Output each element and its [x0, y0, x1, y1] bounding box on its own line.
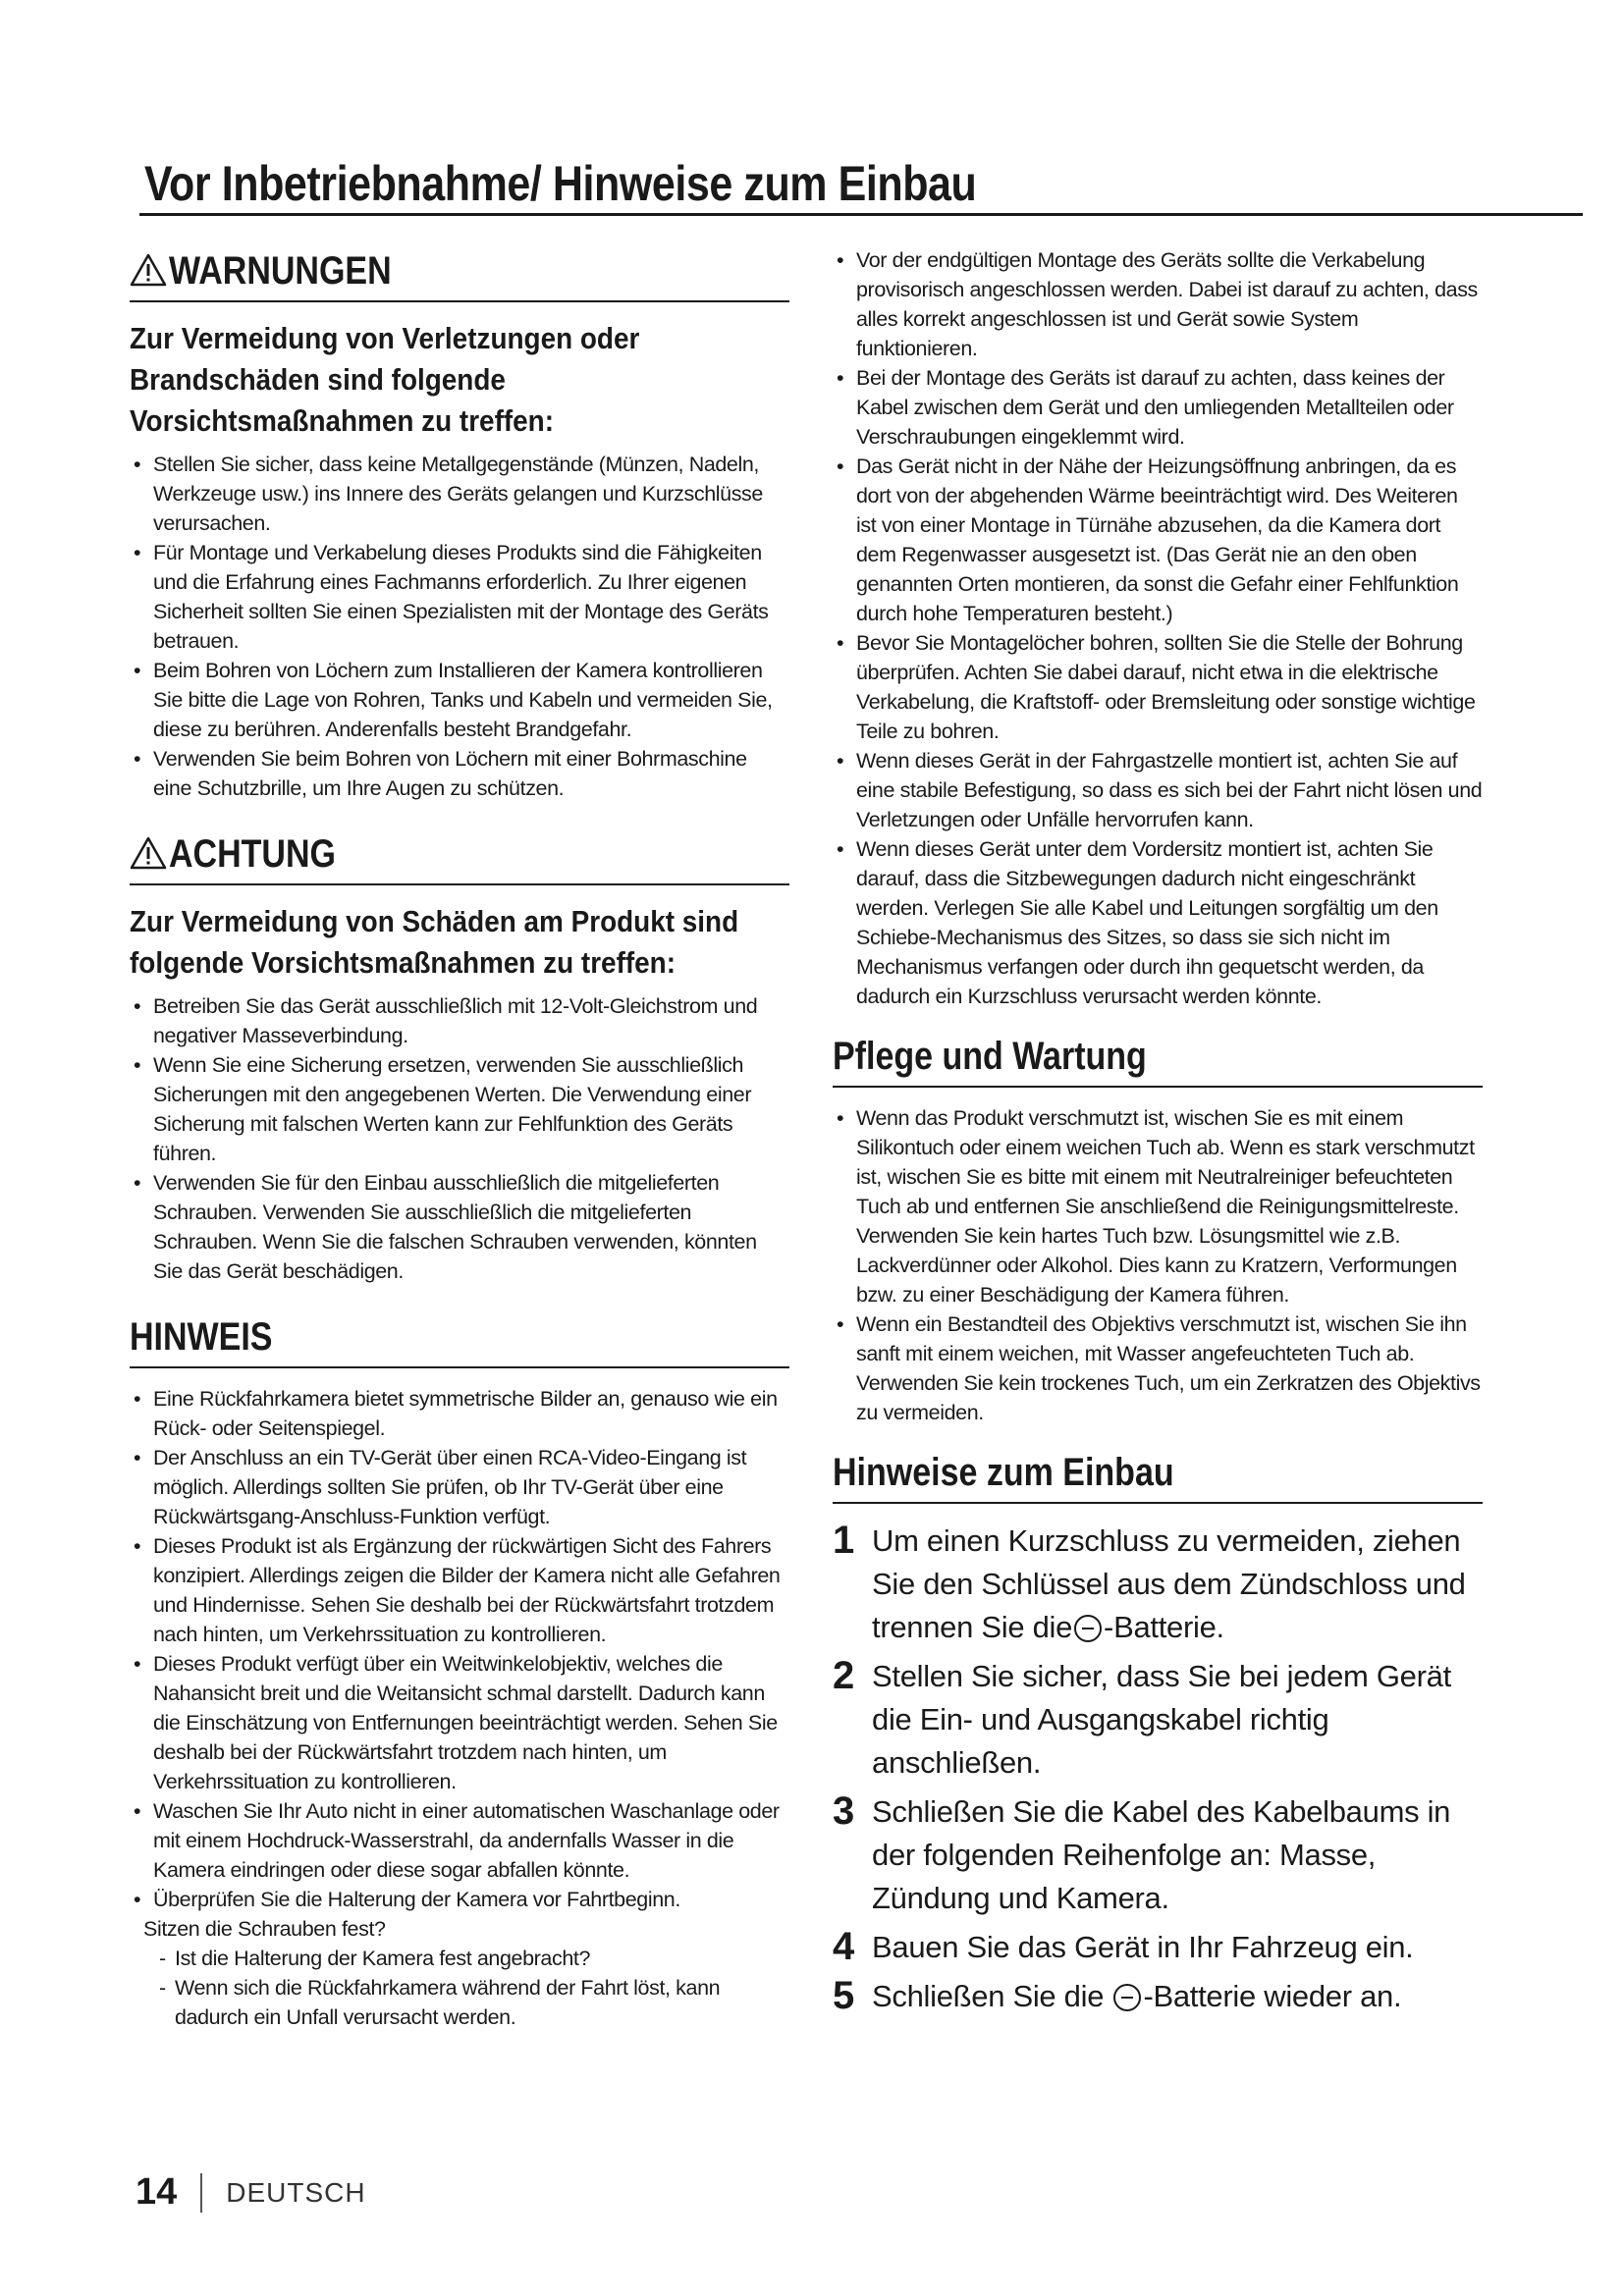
list-item: • Dieses Produkt ist als Ergänzung der rückwärtigen Sicht des Fahrers konzipiert. Allerdings zeigen die Bilder der Kamera nicht alle Gefahren und Hindernisse. Sehen Sie deshalb bei der Rückwärtsfahrt trotzdem nach hinten, um Verkehrssituation zu kontrollieren. [130, 1531, 789, 1649]
list-item: • Stellen Sie sicher, dass keine Metallgegenstände (Münzen, Nadeln, Werkzeuge usw.) ins Innere des Geräts gelangen und Kurzschlüsse verursachen. [130, 450, 789, 538]
list-item: • Für Montage und Verkabelung dieses Produkts sind die Fähigkeiten und die Erfahrung eines Fachmanns erforderlich. Zu Ihrer eigenen Sicherheit sollten Sie einen Spezialisten mit der Montage des Geräts betrauen. [130, 538, 789, 656]
list-item: • Das Gerät nicht in der Nähe der Heizungsöffnung anbringen, da es dort von der abgehenden Wärme beeinträchtigt wird. Des Weiteren ist von einer Montage in Türnähe abzusehen, da die Kamera dort dem Regenwasser ausgesetzt ist. (Das Gerät nie an den oben genannten Orten montieren, da sonst die Gefahr einer Fehlfunktion durch hohe Temperaturen besteht.) [833, 452, 1483, 628]
sub-list-item: - Ist die Halterung der Kamera fest angebracht? [157, 1944, 789, 1973]
list-item: • Wenn dieses Gerät unter dem Vordersitz montiert ist, achten Sie darauf, dass die Sitzbewegungen dadurch nicht eingeschränkt werden. Verlegen Sie alle Kabel und Leitungen sorgfältig um den Schiebe-Mechanismus des Sitzes, so dass sie sich nicht im Mechanismus verfangen oder durch ihn gequetscht werden, da dadurch ein Kurzschluss verursacht werden könnte. [833, 834, 1483, 1011]
achtung-heading [130, 830, 789, 885]
einbau-heading-text: Hinweise zum Einbau [833, 1451, 1174, 1494]
footer-language: DEUTSCH [226, 2176, 366, 2208]
step-item [833, 1975, 1483, 2018]
list-item: • Bevor Sie Montagelöcher bohren, sollten Sie die Stelle der Bohrung überprüfen. Achten Sie dabei darauf, nicht etwa in die elektrische Verkabelung, die Kraftstoff- oder Bremsleitung oder sonstige wichtige Teile zu bohren. [833, 628, 1483, 746]
hinweis-list [130, 1384, 789, 1944]
page-title: Vor Inbetriebnahme/ Hinweise zum Einbau [144, 156, 977, 211]
sub-list-item: - Wenn sich die Rückfahrkamera während der Fahrt löst, kann dadurch ein Unfall verursacht werden. [157, 1973, 789, 2032]
step-text: Bauen Sie das Gerät in Ihr Fahrzeug ein. [872, 1930, 1414, 1964]
list-item: • Bei der Montage des Geräts ist darauf zu achten, dass keines der Kabel zwischen dem Gerät und den umliegenden Metallteilen oder Verschraubungen eingeklemmt wird. [833, 363, 1483, 452]
list-item: • Vor der endgültigen Montage des Geräts sollte die Verkabelung provisorisch angeschlossen werden. Dabei ist darauf zu achten, dass alles korrekt angeschlossen ist und Gerät sowie System funktionieren. [833, 245, 1483, 363]
page-footer [135, 2171, 366, 2214]
step-text: Stellen Sie sicher, dass Sie bei jedem Gerät die Ein- und Ausgangskabel richtig anschließen. [872, 1659, 1451, 1780]
footer-divider [200, 2173, 202, 2213]
left-column [130, 247, 789, 2032]
warnungen-subheading: Zur Vermeidung von Verletzungen oder Brandschäden sind folgende Vorsichtsmaßnahmen zu treffen: [130, 321, 640, 438]
pflege-heading [833, 1033, 1483, 1088]
list-item: • Eine Rückfahrkamera bietet symmetrische Bilder an, genauso wie ein Rück- oder Seitenspiegel. [130, 1384, 789, 1443]
step-number: 1 [833, 1519, 854, 1562]
list-item: • Waschen Sie Ihr Auto nicht in einer automatischen Waschanlage oder mit einem Hochdruck-Wasserstrahl, da andernfalls Wasser in die Kamera eindringen oder diese sogar abfallen könnte. [130, 1796, 789, 1885]
list-item: • Beim Bohren von Löchern zum Installieren der Kamera kontrollieren Sie bitte die Lage von Rohren, Tanks und Kabeln und vermeiden Sie, diese zu berühren. Anderenfalls besteht Brandgefahr. [130, 656, 789, 744]
hinweis-sublist [130, 1944, 789, 2032]
list-item: • Verwenden Sie beim Bohren von Löchern mit einer Bohrmaschine eine Schutzbrille, um Ihre Augen zu schützen. [130, 744, 789, 803]
list-item: • Wenn dieses Gerät in der Fahrgastzelle montiert ist, achten Sie auf eine stabile Befestigung, so dass es sich bei der Fahrt nicht lösen und Verletzungen oder Unfälle hervorrufen kann. [833, 746, 1483, 834]
step-item [833, 1790, 1483, 1920]
step-text: Schließen Sie die [872, 1979, 1112, 2013]
caution-triangle-icon [130, 836, 167, 870]
step-item [833, 1655, 1483, 1785]
achtung-subheading: Zur Vermeidung von Schäden am Produkt sind folgende Vorsichtsmaßnahmen zu treffen: [130, 904, 739, 980]
step-item [833, 1926, 1483, 1969]
step-text: -Batterie wieder an. [1143, 1979, 1402, 2013]
list-item: • Dieses Produkt verfügt über ein Weitwinkelobjektiv, welches die Nahansicht breit und die Weitansicht schmal darstellt. Dadurch kann die Einschätzung von Entfernungen beeinträchtigt werden. Sehen Sie deshalb bei der Rückwärtsfahrt trotzdem nach hinten, um Verkehrssituation zu kontrollieren. [130, 1649, 789, 1796]
achtung-list [130, 991, 789, 1286]
minus-circle-icon [1074, 1615, 1102, 1642]
list-item: • Wenn das Produkt verschmutzt ist, wischen Sie es mit einem Silikontuch oder einem weichen Tuch ab. Wenn es stark verschmutzt ist, wischen Sie es bitte mit einem mit Neutralreiniger befeuchteten Tuch ab und entfernen Sie anschließend die Reinigungsmittelreste. Verwenden Sie kein hartes Tuch bzw. Lösungsmittel wie z.B. Lackverdünner oder Alkohol. Dies kann zu Kratzern, Verformungen bzw. zu einer Beschädigung der Kamera führen. [833, 1103, 1483, 1309]
page-number: 14 [135, 2171, 178, 2213]
minus-circle-icon [1113, 1984, 1141, 2011]
step-text: Um einen Kurzschluss zu vermeiden, ziehen Sie den Schlüssel aus dem Zündschloss und trennen Sie die [872, 1523, 1466, 1644]
hinweis-heading-text: HINWEIS [130, 1315, 273, 1359]
hinweis-heading [130, 1313, 789, 1368]
list-item: • Der Anschluss an ein TV-Gerät über einen RCA-Video-Eingang ist möglich. Allerdings sollten Sie prüfen, ob Ihr TV-Gerät über eine Rückwärtsgang-Anschluss-Funktion verfügt. [130, 1443, 789, 1531]
step-number: 4 [833, 1925, 854, 1968]
right-column [833, 245, 1483, 2024]
mounting-notes-list [833, 245, 1483, 1011]
pflege-list [833, 1103, 1483, 1427]
einbau-steps [833, 1520, 1483, 2018]
list-item: • Wenn ein Bestandteil des Objektivs verschmutzt ist, wischen Sie ihn sanft mit einem weichen, mit Wasser angefeuchteten Tuch ab. Verwenden Sie kein trockenes Tuch, um ein Zerkratzen des Objektivs zu vermeiden. [833, 1309, 1483, 1427]
step-number: 5 [833, 1974, 854, 2017]
warning-triangle-icon [130, 253, 167, 287]
list-item-continuation: Sitzen die Schrauben fest? [143, 1917, 386, 1941]
step-item [833, 1520, 1483, 1649]
warnungen-heading [130, 247, 789, 302]
pflege-heading-text: Pflege und Wartung [833, 1035, 1147, 1078]
einbau-heading [833, 1449, 1483, 1504]
warnungen-list [130, 450, 789, 803]
list-item: • Überprüfen Sie die Halterung der Kamera vor Fahrtbeginn. [130, 1885, 789, 1914]
step-text: -Batterie. [1104, 1610, 1224, 1644]
list-item: • Verwenden Sie für den Einbau ausschließlich die mitgelieferten Schrauben. Verwenden Sie ausschließlich die mitgelieferten Schrauben. Wenn Sie die falschen Schrauben verwenden, könnten Sie das Gerät beschädigen. [130, 1168, 789, 1286]
achtung-heading-text: ACHTUNG [169, 832, 336, 876]
step-number: 2 [833, 1654, 854, 1697]
warnungen-heading-text: WARNUNGEN [169, 249, 392, 293]
step-text: Schließen Sie die Kabel des Kabelbaums in der folgenden Reihenfolge an: Masse, Zündung und Kamera. [872, 1794, 1451, 1915]
title-rule [139, 213, 1583, 216]
list-item: • Betreiben Sie das Gerät ausschließlich mit 12-Volt-Gleichstrom und negativer Masseverbindung. [130, 991, 789, 1050]
step-number: 3 [833, 1789, 854, 1833]
list-item: • Wenn Sie eine Sicherung ersetzen, verwenden Sie ausschließlich Sicherungen mit den angegebenen Werten. Die Verwendung einer Sicherung mit falschen Werten kann zur Fehlfunktion des Geräts führen. [130, 1050, 789, 1168]
